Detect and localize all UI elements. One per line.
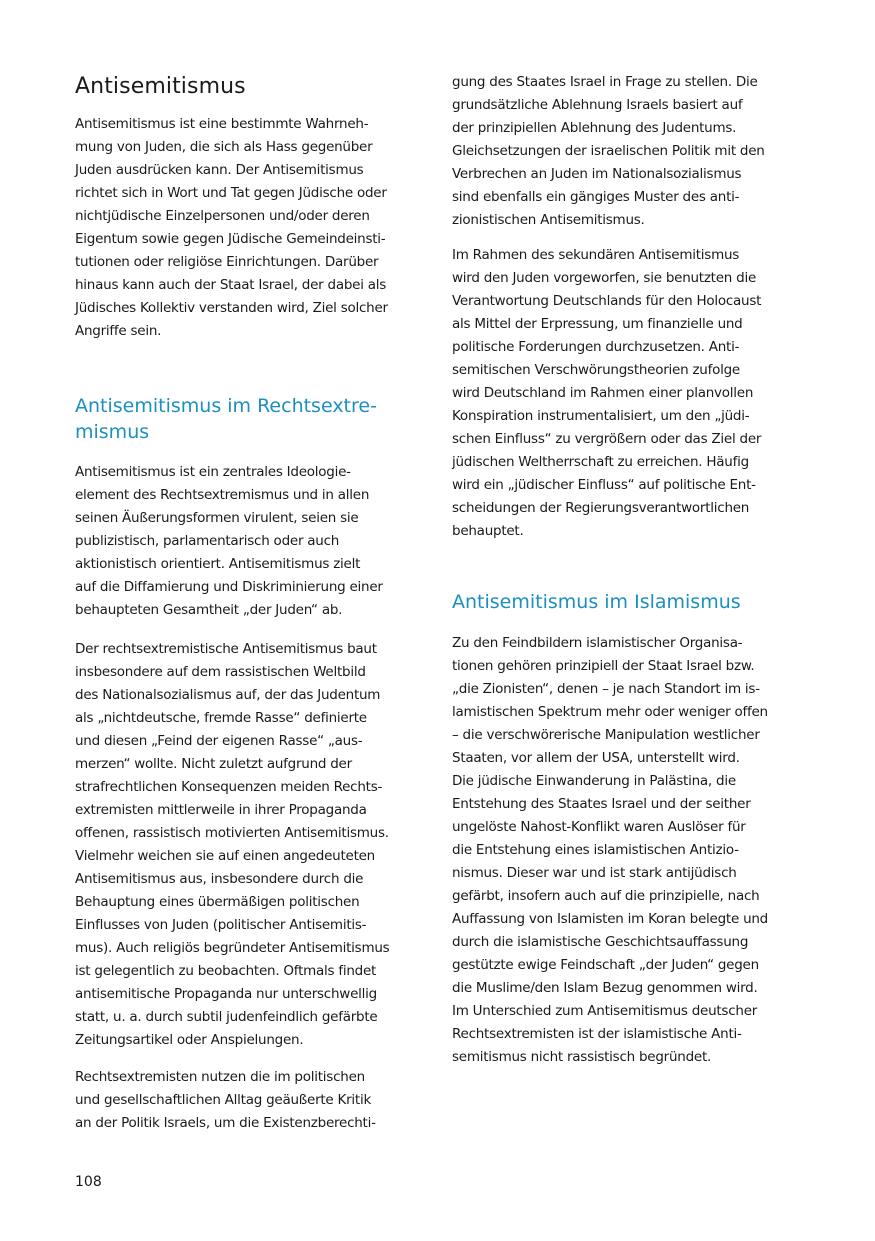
section-heading-islamismus: Antisemitismus im Islamismus bbox=[452, 591, 741, 613]
left-column bbox=[75, 0, 427, 1135]
section-heading-rechtsextremismus: Antisemitismus im Rechtsextre- mismus bbox=[75, 395, 377, 443]
page-number: 108 bbox=[75, 1174, 102, 1190]
sekundaerer-antisemitismus-paragraph: Im Rahmen des sekundären Antisemitismus wird den Juden vorgeworfen, sie benutzten die Verantwortung Deutschlands für den Holocaust als Mittel der Erpressung, um finanzielle und politische Forderungen durchzusetzen. Anti- semitischen Verschwörungstheorien zufolge wird Deutschland im Rahmen einer planvollen Konspiration instrumentalisiert, um den „jüdi- schen Einfluss“ zu vergrößern oder das Ziel der jüdischen Weltherrschaft zu erreichen. Häufig wird ein „jüdischer Einfluss“ auf politische Ent- scheidungen der Regierungsverantwortlichen behauptet. bbox=[452, 247, 762, 539]
intro-paragraph: Antisemitismus ist eine bestimmte Wahrneh- mung von Juden, die sich als Hass gegenüber Juden ausdrücken kann. Der Antisemitismus richtet sich in Wort und Tat gegen Jüdische oder nichtjüdische Einzelpersonen und/oder deren Eigentum sowie gegen Jüdische Gemeindeinsti- tutionen oder religiöse Einrichtungen. Darüber hinaus kann auch der Staat Israel, der dabei als Jüdisches Kollektiv verstanden wird, Ziel solcher Angriffe sein. bbox=[75, 116, 388, 339]
rechtsextremismus-paragraph-2: Der rechtsextremistische Antisemitismus baut insbesondere auf dem rassistischen Weltbild des Nationalsozialismus auf, der das Judentum als „nichtdeutsche, fremde Rasse“ definierte und diesen „Feind der eigenen Rasse“ „aus- merzen“ wollte. Nicht zuletzt aufgrund der strafrechtlichen Konsequenzen meiden Rechts- extremisten mittlerweile in ihrer Propaganda offenen, rassistisch motivierten Antisemitismus. Vielmehr weichen sie auf einen angedeuteten Antisemitismus aus, insbesondere durch die Behauptung eines übermäßigen politischen Einflusses von Juden (politischer Antisemitis- mus). Auch religiös begründeter Antisemitismus ist gelegentlich zu beobachten. Oftmals findet antisemitische Propaganda nur unterschwellig statt, u. a. durch subtil judenfeindlich gefärbte Zeitungsartikel oder Anspielungen. bbox=[75, 641, 390, 1048]
rechtsextremismus-paragraph-3: Rechtsextremisten nutzen die im politischen und gesellschaftlichen Alltag geäußerte Kritik an der Politik Israels, um die Existenzberechti- bbox=[75, 1069, 376, 1131]
right-column bbox=[452, 0, 804, 1069]
rechtsextremismus-paragraph-1: Antisemitismus ist ein zentrales Ideologie- element des Rechtsextremismus und in allen seinen Äußerungsformen virulent, seien sie publizistisch, parlamentarisch oder auch aktionistisch orientiert. Antisemitismus zielt auf die Diffamierung und Diskriminierung einer behaupteten Gesamtheit „der Juden“ ab. bbox=[75, 464, 383, 618]
islamismus-paragraph: Zu den Feindbildern islamistischer Organisa- tionen gehören prinzipiell der Staat Israel bzw. „die Zionisten“, denen – je nach Standort im is- lamistischen Spektrum mehr oder weniger offen – die verschwörerische Manipulation westlicher Staaten, vor allem der USA, unterstellt wird. Die jüdische Einwanderung in Palästina, die Entstehung des Staates Israel und der seither ungelöste Nahost-Konflikt waren Auslöser für die Entstehung eines islamistischen Antizio- nismus. Dieser war und ist stark antijüdisch gefärbt, insofern auch auf die prinzipielle, nach Auffassung von Islamisten im Koran belegte und durch die islamistische Geschichtsauffassung gestützte ewige Feindschaft „der Juden“ gegen die Muslime/den Islam Bezug genommen wird. Im Unterschied zum Antisemitismus deutscher Rechtsextremisten ist der islamistische Anti- semitismus nicht rassistisch begründet. bbox=[452, 635, 769, 1065]
continuation-paragraph: gung des Staates Israel in Frage zu stellen. Die grundsätzliche Ablehnung Israels basiert auf der prinzipiellen Ablehnung des Judentums. Gleichsetzungen der israelischen Politik mit den Verbrechen an Juden im Nationalsozialismus sind ebenfalls ein gängiges Muster des anti- zionistischen Antisemitismus. bbox=[452, 74, 765, 228]
page-title: Antisemitismus bbox=[75, 74, 246, 99]
